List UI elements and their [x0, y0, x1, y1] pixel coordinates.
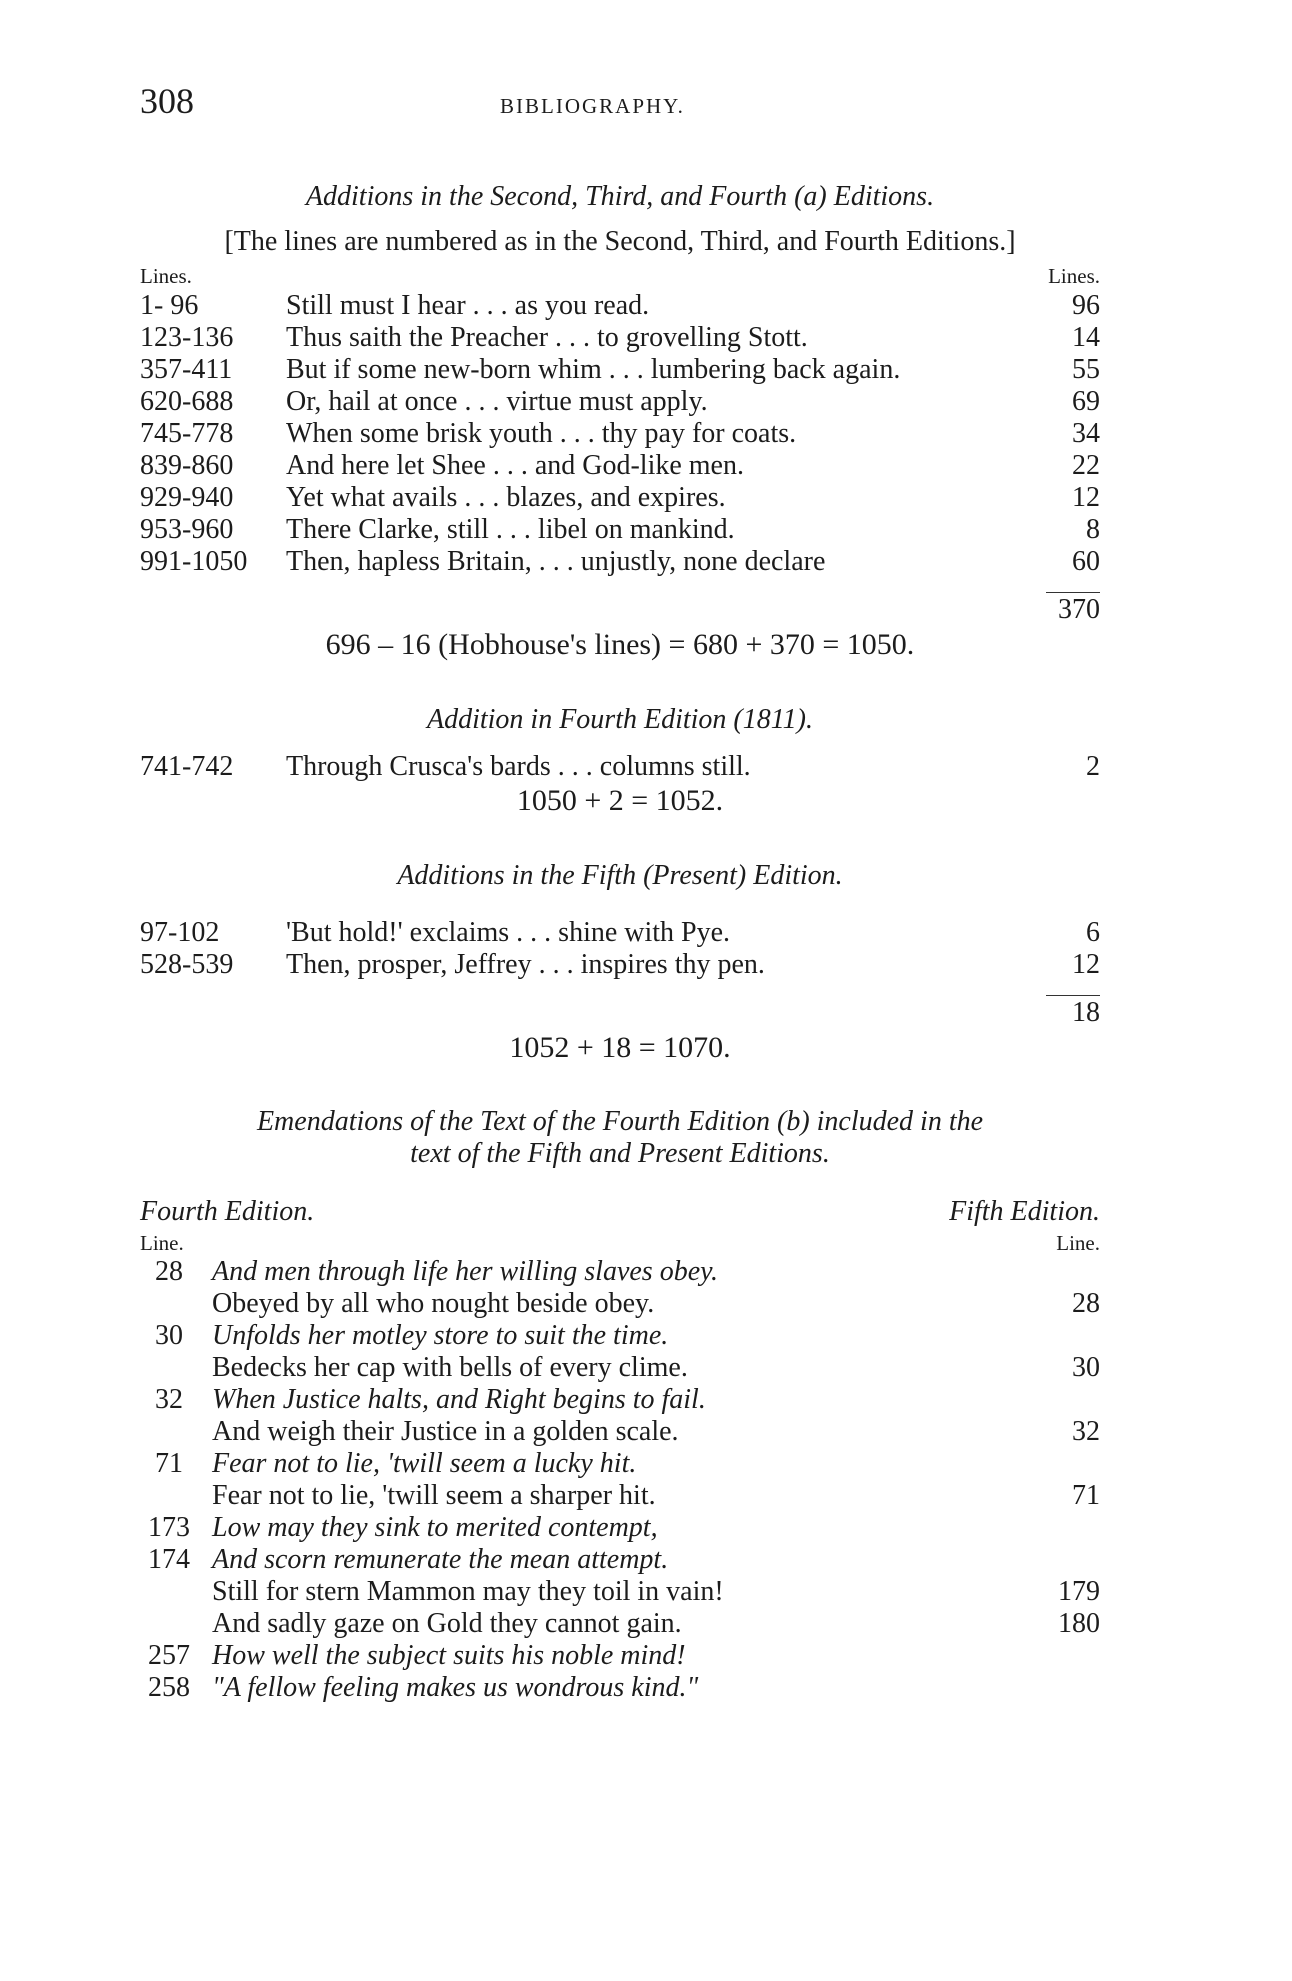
fourth-edition-text: "A fellow feeling makes us wondrous kind." — [212, 1672, 699, 1703]
table-row — [140, 450, 1100, 482]
table-row — [140, 1640, 1100, 1672]
fourth-edition-line: 173 — [148, 1512, 190, 1543]
section-heading: Additions in the Second, Third, and Fourth (a) Editions. — [305, 181, 935, 212]
table-row — [140, 322, 1100, 354]
fourth-edition-text: And men through life her willing slaves obey. — [212, 1256, 719, 1287]
line-count: 96 — [1072, 290, 1100, 321]
line-count: 2 — [1086, 751, 1100, 782]
table-row — [140, 1256, 1100, 1288]
fifth-edition-line: 30 — [1072, 1352, 1100, 1383]
fifth-edition-line: 180 — [1058, 1608, 1100, 1639]
verse-excerpt: When some brisk youth . . . thy pay for coats. — [286, 418, 797, 449]
line-count: 12 — [1072, 482, 1100, 513]
fourth-edition-line: 257 — [148, 1640, 190, 1671]
lines-left-label: Lines. — [140, 264, 192, 288]
line-range: 1- 96 — [140, 290, 199, 321]
verse-excerpt: Still must I hear . . . as you read. — [286, 290, 650, 321]
fifth-edition-text: Fear not to lie, 'twill seem a sharper hit. — [212, 1480, 656, 1511]
section-fourth-edition-addition — [140, 703, 1100, 819]
line-count: 12 — [1072, 949, 1100, 980]
lines-right-label: Lines. — [1048, 264, 1100, 288]
line-count: 6 — [1086, 917, 1100, 948]
table-row — [140, 917, 1100, 949]
line-range: 953-960 — [140, 514, 234, 545]
verse-excerpt: There Clarke, still . . . libel on mankind. — [286, 514, 735, 545]
fifth-edition-line — [1030, 1640, 1100, 1672]
fifth-edition-text: And weigh their Justice in a golden scale. — [212, 1416, 679, 1447]
table-row — [140, 1352, 1100, 1384]
section-second-third-fourth-additions — [140, 180, 1100, 663]
fourth-edition-text: And scorn remunerate the mean attempt. — [212, 1544, 669, 1575]
table-row — [140, 386, 1100, 418]
fifth-edition-line — [1030, 1320, 1100, 1352]
fourth-edition-text: Low may they sink to merited contempt, — [212, 1512, 658, 1543]
fifth-edition-text: And sadly gaze on Gold they cannot gain. — [212, 1608, 682, 1639]
section-heading: Additions in the Fifth (Present) Edition. — [397, 860, 843, 891]
line-count-equation: 696 – 16 (Hobhouse's lines) = 680 + 370 = 1050. — [325, 628, 915, 661]
line-range: 123-136 — [140, 322, 234, 353]
fifth-edition-text: Bedecks her cap with bells of every clime. — [212, 1352, 688, 1383]
fourth-edition-line — [140, 1352, 198, 1384]
section-fifth-edition-additions — [140, 859, 1100, 1066]
line-count: 34 — [1072, 418, 1100, 449]
fourth-edition-text: When Justice halts, and Right begins to fail. — [212, 1384, 706, 1415]
fourth-edition-line — [140, 1288, 198, 1320]
verse-excerpt: Or, hail at once . . . virtue must apply. — [286, 386, 708, 417]
line-count: 69 — [1072, 386, 1100, 417]
verse-excerpt: And here let Shee . . . and God-like men. — [286, 450, 744, 481]
fourth-edition-line — [140, 1416, 198, 1448]
table-row — [140, 514, 1100, 546]
section-heading-line2: text of the Fifth and Present Editions. — [410, 1138, 830, 1169]
fifth-edition-label: Fifth Edition. — [949, 1196, 1100, 1227]
verse-excerpt: Then, prosper, Jeffrey . . . inspires thy pen. — [286, 949, 765, 980]
table-row — [140, 1544, 1100, 1576]
edition-header — [140, 1194, 1100, 1230]
table-row — [140, 949, 1100, 981]
line-count: 60 — [1072, 546, 1100, 577]
fourth-edition-line: 32 — [155, 1384, 183, 1415]
right-line-label: Line. — [1056, 1231, 1100, 1255]
line-count: 14 — [1072, 322, 1100, 353]
fourth-edition-line: 30 — [155, 1320, 183, 1351]
table-row — [140, 482, 1100, 514]
line-range: 357-411 — [140, 354, 233, 385]
fourth-edition-text: Fear not to lie, 'twill seem a lucky hit. — [212, 1448, 637, 1479]
line-column-header — [140, 1230, 1100, 1256]
table-row — [140, 1672, 1100, 1704]
additions-table — [140, 290, 1100, 578]
table-row — [140, 546, 1100, 578]
fifth-edition-line: 71 — [1072, 1480, 1100, 1511]
section-note: [The lines are numbered as in the Second, Third, and Fourth Editions.] — [224, 226, 1016, 257]
line-count: 8 — [1086, 514, 1100, 545]
book-page — [140, 80, 1100, 1960]
fourth-edition-line: 28 — [155, 1256, 183, 1287]
table-row — [140, 1384, 1100, 1416]
table-row — [140, 1480, 1100, 1512]
fourth-edition-text: How well the subject suits his noble mind! — [212, 1640, 686, 1671]
table-row — [140, 1288, 1100, 1320]
fifth-edition-line: 32 — [1072, 1416, 1100, 1447]
fifth-edition-line: 28 — [1072, 1288, 1100, 1319]
line-range: 97-102 — [140, 917, 220, 948]
fourth-edition-line: 174 — [148, 1544, 190, 1575]
fourth-edition-label: Fourth Edition. — [140, 1196, 315, 1227]
verse-excerpt: Through Crusca's bards . . . columns still. — [286, 751, 751, 782]
fourth-edition-line: 71 — [155, 1448, 183, 1479]
running-header — [140, 80, 1100, 140]
line-count: 22 — [1072, 450, 1100, 481]
table-row — [140, 751, 1100, 783]
fourth-edition-line — [140, 1576, 198, 1608]
line-count-equation: 1050 + 2 = 1052. — [516, 784, 724, 817]
fifth-edition-line: 179 — [1058, 1576, 1100, 1607]
verse-excerpt: Yet what avails . . . blazes, and expires. — [286, 482, 726, 513]
table-row — [140, 290, 1100, 322]
lines-column-header — [140, 264, 1100, 290]
line-range: 745-778 — [140, 418, 234, 449]
table-row — [140, 418, 1100, 450]
additions-table — [140, 917, 1100, 981]
fourth-edition-line: 258 — [148, 1672, 190, 1703]
fifth-edition-line — [1030, 1512, 1100, 1544]
line-range: 991-1050 — [140, 546, 248, 577]
table-row — [140, 1608, 1100, 1640]
fifth-edition-line — [1030, 1448, 1100, 1480]
additions-table — [140, 751, 1100, 783]
verse-excerpt: 'But hold!' exclaims . . . shine with Pye. — [286, 917, 731, 948]
verse-excerpt: But if some new-born whim . . . lumbering back again. — [286, 354, 901, 385]
fifth-edition-line — [1030, 1544, 1100, 1576]
table-row — [140, 1416, 1100, 1448]
fourth-edition-line — [140, 1480, 198, 1512]
line-range: 528-539 — [140, 949, 234, 980]
emendations-table — [140, 1256, 1100, 1704]
section-emendations — [140, 1106, 1100, 1704]
fourth-edition-line — [140, 1608, 198, 1640]
line-count: 55 — [1072, 354, 1100, 385]
line-count-equation: 1052 + 18 = 1070. — [509, 1031, 731, 1064]
page-number: 308 — [140, 81, 194, 121]
verse-excerpt: Thus saith the Preacher . . . to grovelling Stott. — [286, 322, 808, 353]
fourth-edition-text: Unfolds her motley store to suit the time. — [212, 1320, 669, 1351]
line-range: 741-742 — [140, 751, 234, 782]
section-heading-line1: Emendations of the Text of the Fourth Edition (b) included in the — [256, 1106, 984, 1137]
line-range: 620-688 — [140, 386, 234, 417]
table-row — [140, 354, 1100, 386]
fifth-edition-line — [1030, 1672, 1100, 1704]
table-row — [140, 1512, 1100, 1544]
table-row — [140, 1320, 1100, 1352]
line-range: 929-940 — [140, 482, 234, 513]
fifth-edition-line — [1030, 1384, 1100, 1416]
table-row — [140, 1576, 1100, 1608]
fifth-edition-line — [1030, 1256, 1100, 1288]
fifth-edition-text: Still for stern Mammon may they toil in vain! — [212, 1576, 724, 1607]
section-total: 370 — [1058, 594, 1100, 625]
section-total: 18 — [1072, 997, 1100, 1028]
left-line-label: Line. — [140, 1231, 184, 1255]
verse-excerpt: Then, hapless Britain, . . . unjustly, none declare — [286, 546, 826, 577]
running-title: BIBLIOGRAPHY. — [500, 94, 685, 118]
line-range: 839-860 — [140, 450, 234, 481]
section-heading: Addition in Fourth Edition (1811). — [426, 704, 813, 735]
fifth-edition-text: Obeyed by all who nought beside obey. — [212, 1288, 655, 1319]
table-row — [140, 1448, 1100, 1480]
